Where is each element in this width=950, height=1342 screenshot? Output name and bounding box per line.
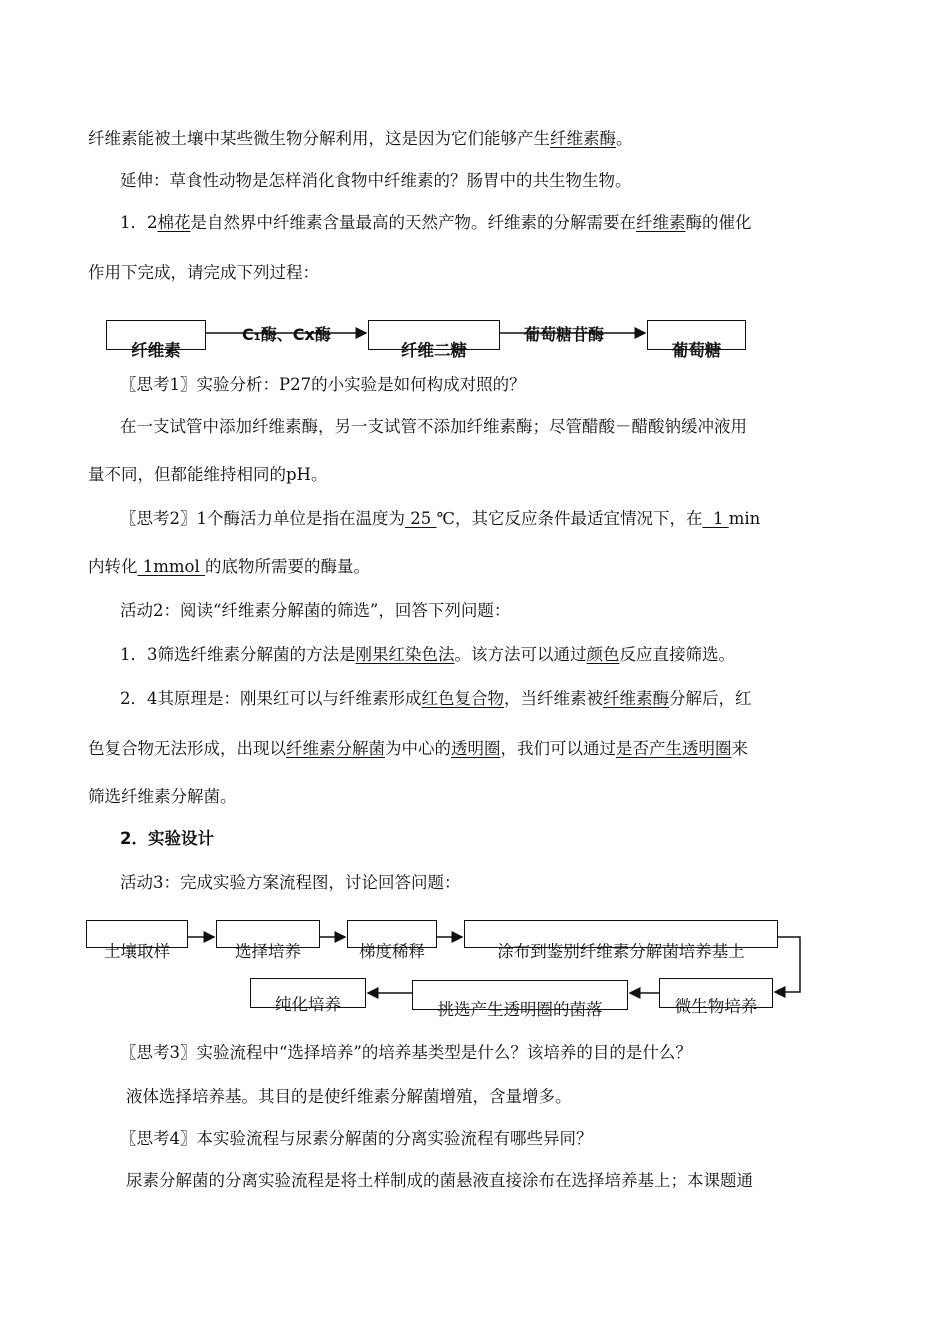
blank-answer: 纤维素酶 (603, 689, 669, 708)
box-label: 挑选产生透明圈的菌落 (437, 1000, 603, 1019)
text: 〖思考2〗1个酶活力单位是指在温度为 (120, 509, 405, 528)
blank-answer: 25 (405, 509, 437, 528)
paragraph-2-4-line1 (120, 688, 752, 710)
box-label: 微生物培养 (674, 997, 758, 1016)
flow2-box-microbe-culture (659, 978, 773, 1016)
text: 2．4其原理是：刚果红可以与纤维素形成 (120, 689, 422, 708)
blank-answer: 是否产生透明圈 (616, 739, 732, 758)
blank-answer: 纤维素酶 (550, 129, 616, 148)
text: 为中心的 (385, 739, 451, 758)
box-label: 梯度稀释 (359, 942, 425, 961)
text: 的底物所需要的酶量。 (205, 557, 370, 576)
think4-question: 〖思考4〗本实验流程与尿素分解菌的分离实验流程有哪些异同？ (120, 1129, 593, 1148)
text: 。 (616, 129, 633, 148)
text: 反应直接筛选。 (619, 645, 735, 664)
text: 纤维素能被土壤中某些微生物分解利用，这是因为它们能够产生 (88, 129, 550, 148)
think1-question: 〖思考1〗实验分析：P27的小实验是如何构成对照的？ (120, 375, 526, 394)
think3-question: 〖思考3〗实验流程中“选择培养”的培养基类型是什么？该培养的目的是什么？ (120, 1043, 692, 1062)
blank-answer: 颜色 (586, 645, 620, 664)
text: min (728, 509, 761, 528)
think1-answer-line2: 量不同，但都能维持相同的pH。 (88, 465, 328, 484)
paragraph-cellulose-intro (88, 128, 633, 150)
paragraph-2-4-line2 (88, 738, 748, 760)
blank-answer: 纤维素分解菌 (286, 739, 385, 758)
activity2-heading: 活动2：阅读“纤维素分解菌的筛选”，回答下列问题： (120, 601, 511, 620)
think2-line2 (88, 556, 370, 578)
text: 内转化 (88, 557, 138, 576)
flow-box-cellulose (106, 320, 206, 360)
text: 是自然界中纤维素含量最高的天然产物。纤维素的分解需要在 (190, 213, 636, 232)
flow2-box-soil-sampling (86, 920, 188, 961)
blank-answer: 透明圈 (451, 739, 501, 758)
flow2-box-selective-culture (216, 920, 320, 961)
flow2-box-pick-colonies (412, 980, 628, 1019)
blank-answer: 1mmol (137, 557, 205, 576)
activity3-heading: 活动3：完成实验方案流程图，讨论回答问题： (120, 873, 461, 892)
section-heading-experiment-design: 2．实验设计 (120, 829, 214, 848)
blank-answer: 红色复合物 (421, 689, 504, 708)
flow2-box-gradient-dilution (347, 920, 437, 961)
blank-answer: 刚果红染色法 (355, 645, 455, 664)
paragraph-2-4-line3: 筛选纤维素分解菌。 (88, 787, 237, 806)
arrow-f2-down (775, 937, 800, 992)
text: 1．3筛选纤维素分解菌的方法是 (120, 645, 356, 664)
text: ，当纤维素被 (504, 689, 603, 708)
think3-answer: 液体选择培养基。其目的是使纤维素分解菌增殖，含量增多。 (126, 1087, 572, 1106)
think1-answer-line1: 在一支试管中添加纤维素酶，另一支试管不添加纤维素酶；尽管醋酸－醋酸钠缓冲液用 (120, 417, 747, 436)
flow-box-cellobiose (368, 320, 500, 360)
text: ，我们可以通过 (500, 739, 616, 758)
paragraph-1-2-line2: 作用下完成，请完成下列过程： (88, 263, 319, 282)
think2-line1 (120, 508, 760, 530)
box-label: 涂布到鉴别纤维素分解菌培养基上 (497, 942, 745, 961)
paragraph-1-2 (120, 212, 752, 234)
text: 分解后，红 (669, 689, 752, 708)
blank-answer: 纤维素 (636, 213, 686, 232)
box-label: 土壤取样 (104, 942, 170, 961)
box-label: 纯化培养 (275, 995, 341, 1014)
text: 色复合物无法形成，出现以 (88, 739, 286, 758)
text: 酶的催化 (685, 213, 752, 232)
arrow-label-glucosidase: 葡萄糖苷酶 (524, 325, 605, 344)
blank-answer: 棉花 (157, 213, 191, 232)
box-label: 纤维素 (131, 341, 181, 360)
think4-answer: 尿素分解菌的分离实验流程是将土样制成的菌悬液直接涂布在选择培养基上；本课题通 (126, 1171, 753, 1190)
box-label: 选择培养 (235, 942, 301, 961)
text: ℃，其它反应条件最适宜情况下，在 (436, 509, 703, 528)
blank-answer: 1 (702, 509, 729, 528)
text: 1．2 (120, 213, 158, 232)
text: 来 (731, 739, 748, 758)
text: 。该方法可以通过 (454, 645, 587, 664)
arrow-label-c1-cx-enzyme: C₁酶、Cx酶 (242, 325, 331, 344)
flow2-box-purification (250, 978, 366, 1014)
flow2-box-spread-plate (464, 920, 778, 961)
box-label: 葡萄糖 (671, 341, 722, 360)
paragraph-1-3 (120, 644, 735, 666)
box-label: 纤维二糖 (401, 341, 467, 360)
paragraph-extension: 延伸：草食性动物是怎样消化食物中纤维素的？肠胃中的共生物生物。 (120, 171, 632, 190)
flow-box-glucose (647, 320, 746, 360)
